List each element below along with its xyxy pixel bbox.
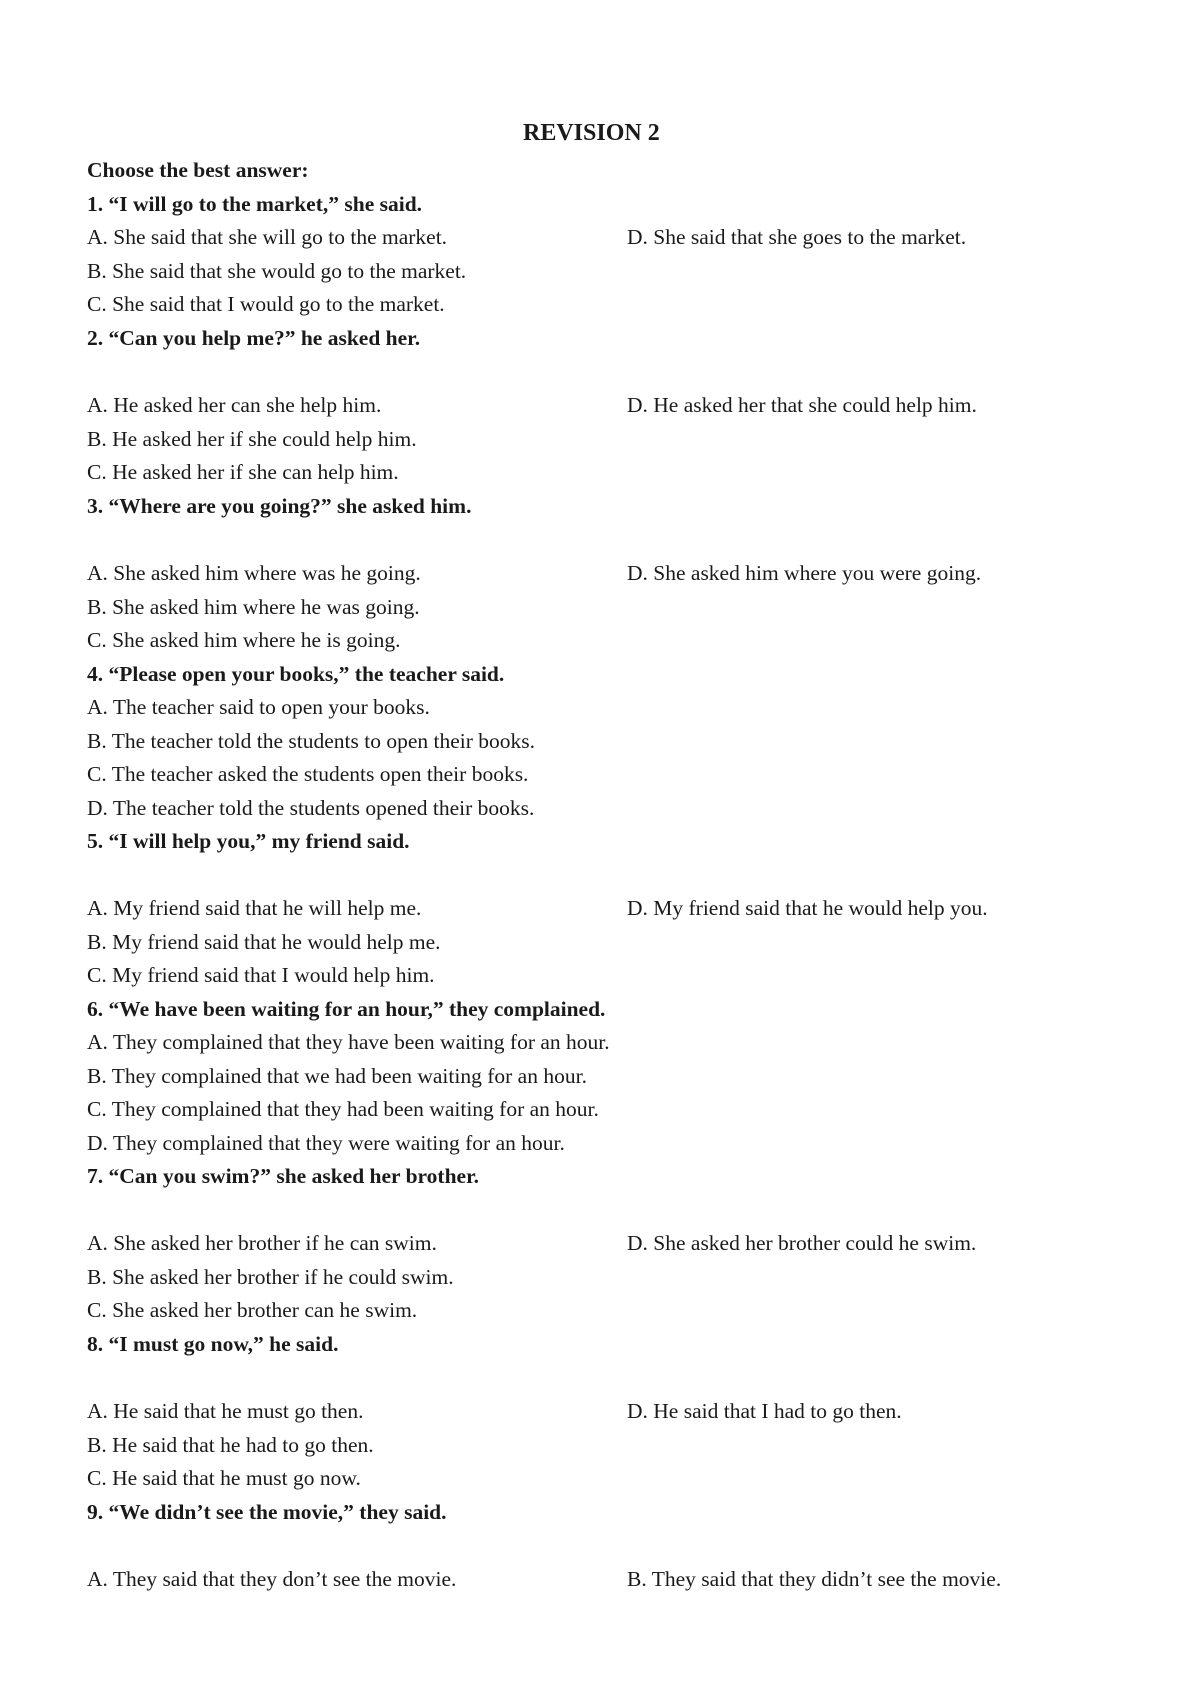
- question-7-option-b: B. She asked her brother if he could swim.: [87, 1265, 454, 1289]
- question-3-option-b: B. She asked him where he was going.: [87, 595, 420, 619]
- document-title: REVISION 2: [523, 120, 660, 146]
- question-6-option-d: D. They complained that they were waiting for an hour.: [87, 1131, 565, 1155]
- question-6-prompt: 6. “We have been waiting for an hour,” they complained.: [87, 997, 606, 1021]
- question-7-option-c: C. She asked her brother can he swim.: [87, 1298, 418, 1322]
- question-8-option-d: D. He said that I had to go then.: [627, 1399, 902, 1423]
- question-7-option-d: D. She asked her brother could he swim.: [627, 1231, 977, 1255]
- question-3-prompt: 3. “Where are you going?” she asked him.: [87, 494, 472, 518]
- question-8-prompt: 8. “I must go now,” he said.: [87, 1332, 339, 1356]
- question-2-option-a: A. He asked her can she help him.: [87, 393, 382, 417]
- question-4-option-d: D. The teacher told the students opened their books.: [87, 796, 535, 820]
- question-4-option-b: B. The teacher told the students to open their books.: [87, 729, 536, 753]
- question-1-prompt: 1. “I will go to the market,” she said.: [87, 192, 423, 216]
- question-5-option-b: B. My friend said that he would help me.: [87, 930, 441, 954]
- question-9-option-b: B. They said that they didn’t see the movie.: [627, 1567, 1002, 1591]
- question-1-option-b: B. She said that she would go to the market.: [87, 259, 467, 283]
- question-8-option-b: B. He said that he had to go then.: [87, 1433, 374, 1457]
- question-3-option-d: D. She asked him where you were going.: [627, 561, 982, 585]
- question-1-option-c: C. She said that I would go to the market.: [87, 292, 445, 316]
- question-2-option-c: C. He asked her if she can help him.: [87, 460, 399, 484]
- question-2-option-b: B. He asked her if she could help him.: [87, 427, 417, 451]
- question-4-option-c: C. The teacher asked the students open their books.: [87, 762, 529, 786]
- question-5-prompt: 5. “I will help you,” my friend said.: [87, 829, 410, 853]
- question-6-option-c: C. They complained that they had been waiting for an hour.: [87, 1097, 599, 1121]
- question-3-option-a: A. She asked him where was he going.: [87, 561, 421, 585]
- question-1-option-a: A. She said that she will go to the market.: [87, 225, 448, 249]
- question-2-prompt: 2. “Can you help me?” he asked her.: [87, 326, 421, 350]
- question-5-option-c: C. My friend said that I would help him.: [87, 963, 435, 987]
- question-8-option-c: C. He said that he must go now.: [87, 1466, 361, 1490]
- question-7-option-a: A. She asked her brother if he can swim.: [87, 1231, 437, 1255]
- question-9-option-a: A. They said that they don’t see the movie.: [87, 1567, 457, 1591]
- question-6-option-b: B. They complained that we had been waiting for an hour.: [87, 1064, 587, 1088]
- instruction-text: Choose the best answer:: [87, 158, 309, 182]
- question-9-prompt: 9. “We didn’t see the movie,” they said.: [87, 1500, 447, 1524]
- question-1-option-d: D. She said that she goes to the market.: [627, 225, 967, 249]
- question-4-option-a: A. The teacher said to open your books.: [87, 695, 430, 719]
- question-3-option-c: C. She asked him where he is going.: [87, 628, 401, 652]
- question-5-option-d: D. My friend said that he would help you.: [627, 896, 988, 920]
- question-7-prompt: 7. “Can you swim?” she asked her brother.: [87, 1164, 480, 1188]
- question-8-option-a: A. He said that he must go then.: [87, 1399, 364, 1423]
- question-6-option-a: A. They complained that they have been waiting for an hour.: [87, 1030, 610, 1054]
- question-5-option-a: A. My friend said that he will help me.: [87, 896, 422, 920]
- question-2-option-d: D. He asked her that she could help him.: [627, 393, 977, 417]
- question-4-prompt: 4. “Please open your books,” the teacher said.: [87, 662, 505, 686]
